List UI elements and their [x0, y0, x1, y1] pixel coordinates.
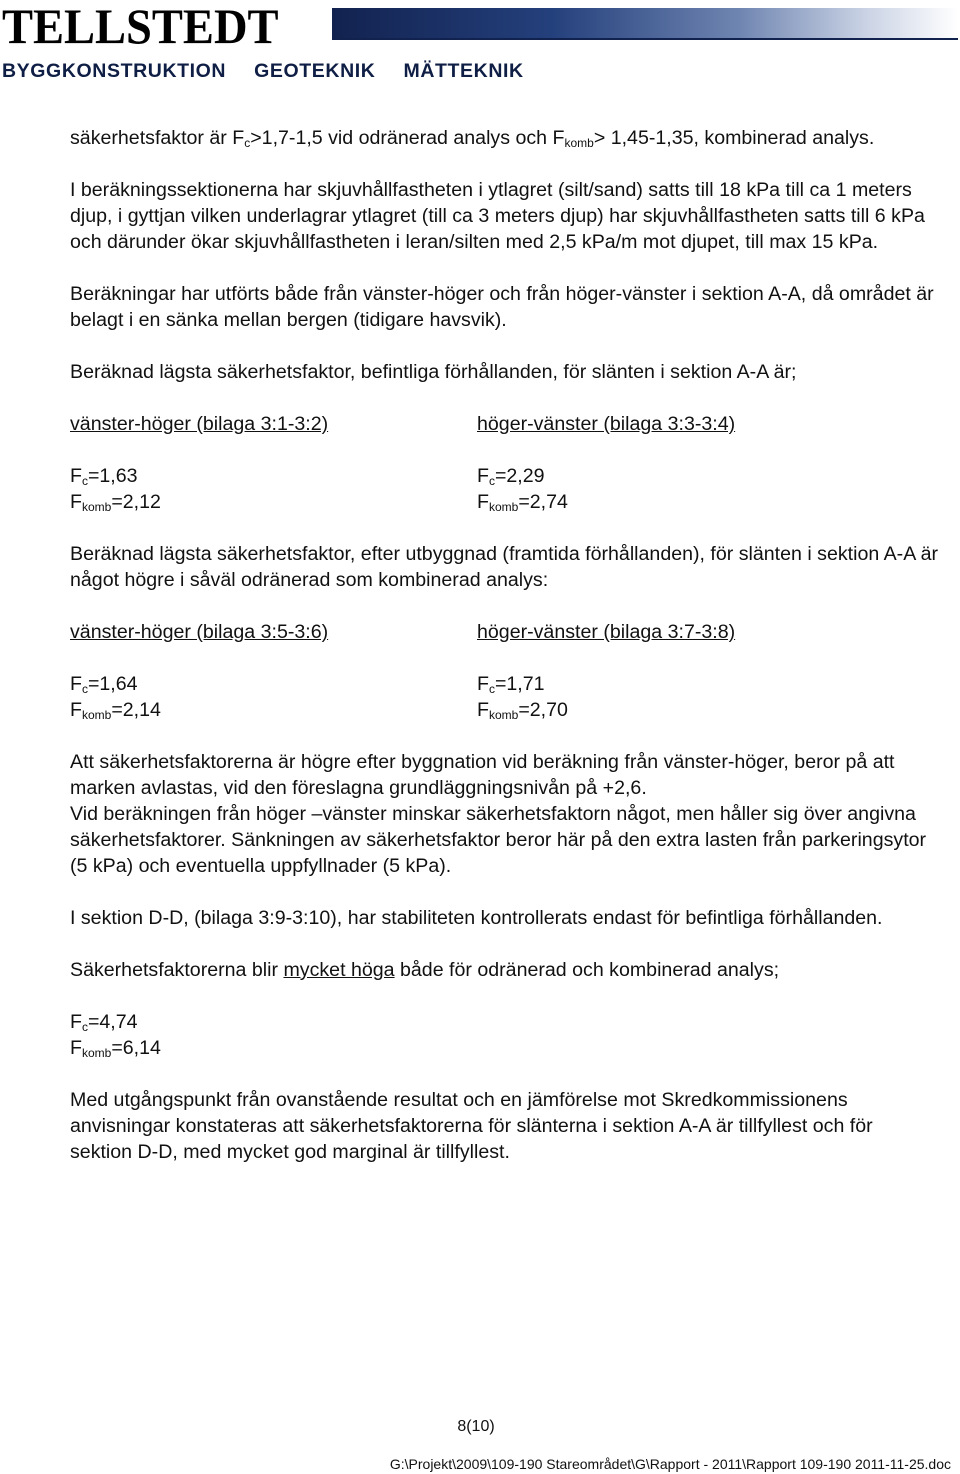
- paragraph-high-factors: Säkerhetsfaktorerna blir mycket höga både för odränerad och kombinerad analys;: [70, 959, 780, 981]
- brand-underline: [332, 38, 958, 40]
- page-number: 8(10): [457, 1418, 495, 1435]
- paragraph-shear-strength: I beräkningssektionerna har skjuvhållfastheten i ytlagret (silt/sand) satts till 18 kPa till ca 1 meters djup, i gyttjan vilken underlagrar ytlagret (till ca 3 meters djup) har skjuvhållfastheten satts till 6 kPa och därunder ökar skjuvhållfastheten i leran/silten med 2,5 kPa/m mot djupet, till max 15 kPa.: [70, 179, 925, 253]
- value-fkomb-left: =2,14: [111, 699, 161, 721]
- paragraph-future-conditions: Beräknad lägsta säkerhetsfaktor, efter utbyggnad (framtida förhållanden), för slänten i sektion A-A är något högre i såväl odränerad som kombinerad analys:: [70, 543, 939, 591]
- heading-left-right: vänster-höger (bilaga 3:1-3:2): [70, 413, 329, 435]
- tagline-item: MÄTTEKNIK: [403, 60, 524, 82]
- value-fc-right: =1,71: [494, 673, 545, 695]
- company-logo: [2, 0, 332, 54]
- brand-gradient-bar: [332, 8, 958, 38]
- heading-right-left: höger-vänster (bilaga 3:3-3:4): [477, 413, 736, 435]
- results-headings-future: [70, 619, 940, 645]
- paragraph-conclusion: Med utgångspunkt från ovanstående resultat och en jämförelse mot Skredkommissionens anvisningar konstateras att säkerhetsfaktorerna för slänterna i sektion A-A är tillfyllest och för sektion D-D, med mycket god marginal är tillfyllest.: [70, 1089, 873, 1163]
- paragraph-section-dd: I sektion D-D, (bilaga 3:9-3:10), har stabiliteten kontrollerats endast för befintliga förhållanden.: [70, 907, 883, 929]
- logo-text: TELLSTEDT: [2, 0, 279, 54]
- file-path: G:\Projekt\2009\109-190 Stareområdet\G\Rapport - 2011\Rapport 109-190 2011-11-25.doc: [389, 1456, 951, 1472]
- paragraph-explanation-b: Vid beräkningen från höger –vänster minskar säkerhetsfaktorn något, men håller sig över angivna säkerhetsfaktorer. Sänkningen av säkerhetsfaktor beror här på den extra lasten från parkeringsytor (5 kPa) och eventuella uppfyllnader (5 kPa).: [70, 803, 927, 877]
- document-body: [70, 125, 940, 1165]
- results-headings-existing: [70, 411, 940, 437]
- tagline-item: BYGGKONSTRUKTION: [2, 60, 227, 82]
- value-fc-left: =1,64: [87, 673, 138, 695]
- paragraph-calculation-directions: Beräkningar har utförts både från vänster-höger och från höger-vänster i sektion A-A, då området är belagt i en sänka mellan bergen (tidigare havsvik).: [70, 283, 934, 331]
- emphasis-very-high: mycket höga: [283, 959, 395, 981]
- value-fc-dd: =4,74: [87, 1011, 138, 1033]
- paragraph-safety-requirements: säkerhetsfaktor är $F_c>1,7-1,5$ vid odränerad analys och $F_{komb}> 1,45-1,35$, kombinerad analys.: [70, 127, 875, 150]
- tagline-item: GEOTEKNIK: [254, 60, 376, 82]
- value-fc-left: =1,63: [87, 465, 138, 487]
- results-fkomb-future: $F_{komb}=2,14$ $F_{komb}=2,70$: [70, 699, 568, 722]
- paragraph-existing-conditions: Beräknad lägsta säkerhetsfaktor, befintliga förhållanden, för slänten i sektion A-A är;: [70, 361, 797, 383]
- heading-right-left: höger-vänster (bilaga 3:7-3:8): [477, 621, 736, 643]
- company-tagline: [2, 60, 546, 84]
- results-fc-existing: $F_c=1,63$ $F_c=2,29$: [70, 465, 545, 488]
- heading-left-right: vänster-höger (bilaga 3:5-3:6): [70, 621, 329, 643]
- value-fkomb-dd: =6,14: [111, 1037, 161, 1059]
- value-fkomb-right: =2,74: [518, 491, 568, 513]
- results-fc-dd: $F_c=4,74$: [70, 1011, 138, 1034]
- paragraph-explanation-a: Att säkerhetsfaktorerna är högre efter byggnation vid beräkning från vänster-höger, beror på att marken avlastas, vid den föreslagna grundläggningsnivån på +2,6.: [70, 751, 895, 799]
- results-fkomb-dd: $F_{komb}=6,14$: [70, 1037, 161, 1060]
- value-fkomb-left: =2,12: [111, 491, 161, 513]
- value-fkomb-right: =2,70: [518, 699, 568, 721]
- value-fc-right: =2,29: [494, 465, 545, 487]
- results-fkomb-existing: $F_{komb}=2,12$ $F_{komb}=2,74$: [70, 491, 568, 514]
- results-fc-future: $F_c=1,64$ $F_c=1,71$: [70, 673, 545, 696]
